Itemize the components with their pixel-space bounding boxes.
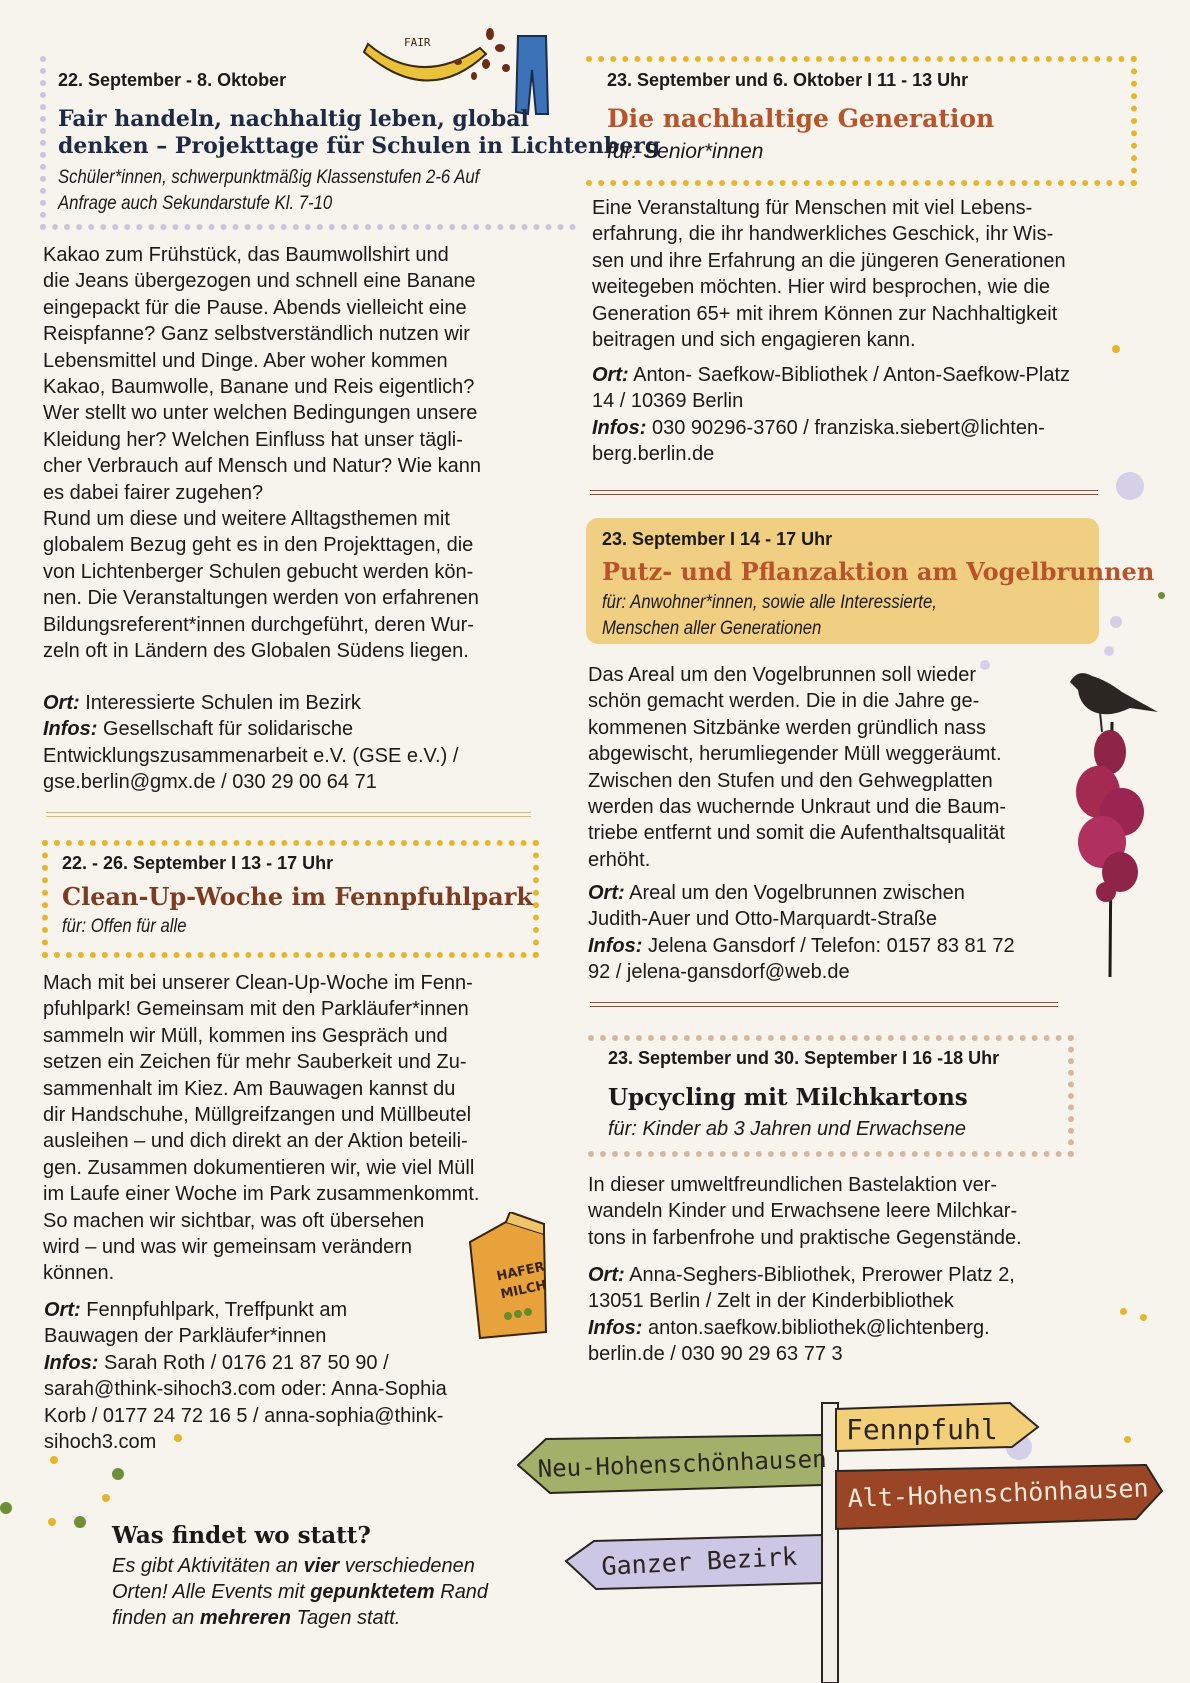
where-text-part: verschiedenen <box>339 1555 475 1577</box>
body-line: Bildungsreferent*innen durchgeführt, deren Wur- <box>43 613 474 636</box>
body-line: gen. Zusammen dokumentieren wir, wie viel Müll <box>43 1156 475 1179</box>
event3-title: Putz- und Pflanzaktion am Vogelbrunnen <box>602 557 1155 586</box>
event4-title: Clean-Up-Woche im Fennpfuhlpark <box>62 882 533 911</box>
ort-label: Ort: <box>588 882 625 904</box>
body-line: Kakao, Baumwolle, Banane und Reis eigentlich? <box>43 376 475 399</box>
event5-body <box>588 1172 1068 1251</box>
infos-text: sarah@think-sihoch3.com oder: Anna-Sophia <box>44 1378 447 1401</box>
sign-neu-label: Neu-Hohenschönhausen <box>537 1444 828 1483</box>
decor-dot <box>0 1502 12 1514</box>
body-line: erfahrung, die ihr handwerkliches Geschick, ihr Wis- <box>592 223 1054 246</box>
body-line: sen und ihre Erfahrung an die jüngeren Generationen <box>592 249 1066 272</box>
where-emphasis: gepunktetem <box>310 1581 435 1603</box>
event1-title-line1: Fair handeln, nachhaltig leben, global <box>58 106 529 132</box>
foxglove-icon <box>1076 722 1144 977</box>
decor-dot <box>1158 592 1165 599</box>
event3-body <box>588 662 1058 873</box>
ort-text: Judith-Auer und Otto-Marquardt-Straße <box>588 908 938 931</box>
divider-rule <box>590 1002 1058 1007</box>
body-line: abgewischt, herumliegender Müll weggeräumt. <box>588 743 1002 766</box>
event5-title: Upcycling mit Milchkartons <box>608 1084 968 1111</box>
body-line: nen. Die Veranstaltungen werden von erfahrenen <box>43 587 479 610</box>
ort-text: 14 / 10369 Berlin <box>592 390 744 413</box>
event3-audience-line1: für: Anwohner*innen, sowie alle Interessierte, <box>602 592 937 613</box>
decor-dot <box>1140 1314 1147 1321</box>
contact-email: gse.berlin@gmx.de / 030 29 00 64 71 <box>43 771 377 794</box>
body-line: Rund um diese und weitere Alltagsthemen mit <box>43 508 450 531</box>
body-line: wandeln Kinder und Erwachsene leere Milchkar- <box>588 1200 1018 1223</box>
infos-text: sihoch3.com <box>44 1431 157 1454</box>
event4-date: 22. - 26. September I 13 - 17 Uhr <box>62 853 334 873</box>
milk-label-2: MILCH <box>499 1278 548 1303</box>
body-line: Wer stellt wo unter welchen Bedingungen unsere <box>43 402 478 425</box>
decor-dot <box>74 1516 86 1528</box>
body-line: Lebensmittel und Dinge. Aber woher kommen <box>43 349 448 372</box>
event1-title-line2: denken – Projekttage für Schulen in Lichtenberg <box>58 133 661 159</box>
infos-text: Sarah Roth / 0176 21 87 50 90 / <box>98 1351 389 1374</box>
infos-label: Infos: <box>588 1316 643 1339</box>
where-text-part: Rand <box>434 1581 489 1603</box>
infos-label: Infos: <box>588 934 643 957</box>
event3-audience-line2: Menschen aller Generationen <box>602 618 822 639</box>
event3-audience <box>602 590 983 642</box>
infos-text: 030 90296-3760 / franziska.siebert@lichten- <box>646 416 1045 439</box>
body-line: sammenhalt im Kiez. Am Bauwagen kannst du <box>43 1077 456 1100</box>
body-line: pfuhlpark! Gemeinsam mit den Parkläufer*innen <box>43 998 469 1021</box>
signpost-illustration <box>510 1395 1170 1683</box>
where-text-part: finden an <box>112 1607 200 1629</box>
event1-audience-line2: Anfrage auch Sekundarstufe Kl. 7-10 <box>58 193 333 214</box>
infos-text: Entwicklungszusammenarbeit e.V. (GSE e.V.) / <box>43 744 459 767</box>
banana-label: FAIR <box>404 36 431 49</box>
body-line: Kakao zum Frühstück, das Baumwollshirt und <box>43 244 449 266</box>
decor-dot <box>1110 616 1122 628</box>
infos-text: berg.berlin.de <box>592 443 715 466</box>
infos-label: Infos: <box>43 718 98 741</box>
infos-text: 92 / jelena-gansdorf@web.de <box>588 961 850 984</box>
milk-label-1: HAFER <box>495 1259 547 1285</box>
body-line: triebe entfernt und somit die Aufenthaltsqualität <box>588 822 1005 845</box>
where-text-part: Orten! Alle Events mit <box>112 1581 311 1603</box>
where-emphasis: mehreren <box>199 1607 292 1629</box>
where-title: Was findet wo statt? <box>112 1522 371 1549</box>
infos-text: Jelena Gansdorf / Telefon: 0157 83 81 72 <box>642 934 1015 957</box>
event1-title <box>58 106 660 160</box>
decor-dot <box>112 1468 124 1480</box>
event2-date: 23. September und 6. Oktober I 11 - 13 Uhr <box>607 70 969 90</box>
infos-text: Korb / 0177 24 72 16 5 / anna-sophia@think- <box>44 1404 444 1427</box>
body-line: Reispfanne? Ganz selbstverständlich nutzen wir <box>43 323 470 346</box>
body-line: tons in farbenfrohe und praktische Gegenstände. <box>588 1226 1022 1249</box>
ort-text: 13051 Berlin / Zelt in der Kinderbibliothek <box>588 1290 954 1313</box>
body-line: setzen ein Zeichen für mehr Sauberkeit und Zu- <box>43 1051 467 1074</box>
body-line: ausleihen – und dich direkt an der Aktion beteili- <box>43 1130 468 1153</box>
body-line: es dabei fairer zugehen? <box>43 481 264 504</box>
event1-audience-line1: Schüler*innen, schwerpunktmäßig Klassenstufen 2-6 Auf <box>58 167 480 188</box>
body-line: im Laufe einer Woche im Park zusammenkommt. <box>43 1183 480 1206</box>
body-line: Kleidung her? Welchen Einfluss hat unser tägli- <box>43 428 463 451</box>
ort-text: Interessierte Schulen im Bezirk <box>79 692 361 714</box>
body-line: Mach mit bei unserer Clean-Up-Woche im Fenn- <box>43 972 473 994</box>
event5-audience: für: Kinder ab 3 Jahren und Erwachsene <box>608 1118 966 1140</box>
ort-label: Ort: <box>592 364 629 386</box>
ort-text: Areal um den Vogelbrunnen zwischen <box>624 882 965 904</box>
body-line: werden das wuchernde Unkraut und die Baum- <box>588 796 1007 819</box>
body-line: globalem Bezug geht es in den Projekttagen, die <box>43 534 474 557</box>
ort-label: Ort: <box>44 1299 81 1321</box>
decor-dot <box>48 1518 56 1526</box>
event4-info <box>44 1297 514 1455</box>
infos-text: berlin.de / 030 90 29 63 77 3 <box>588 1343 843 1366</box>
body-line: die Jeans übergezogen und schnell eine Banane <box>43 270 476 293</box>
event3-info <box>588 880 1068 986</box>
body-line: In dieser umweltfreundlichen Bastelaktion ver- <box>588 1174 998 1196</box>
event2-body <box>592 195 1132 353</box>
infos-text: Gesellschaft für solidarische <box>97 718 354 741</box>
event1-audience <box>58 165 537 217</box>
event3-date: 23. September I 14 - 17 Uhr <box>602 529 833 549</box>
divider-rule <box>46 812 531 817</box>
where-text-part: Es gibt Aktivitäten an <box>112 1555 304 1577</box>
body-line: eingepackt für die Pause. Abends vielleicht eine <box>43 296 467 319</box>
decor-dot <box>50 1456 58 1464</box>
event5-info <box>588 1262 1088 1368</box>
body-line: cher Verbrauch auf Mensch und Natur? Wie kann <box>43 455 482 478</box>
decor-dot <box>1104 646 1114 656</box>
body-line: kommenen Sitzbänke werden gründlich nass <box>588 716 986 739</box>
ort-text: Fennpfuhlpark, Treffpunkt am <box>80 1299 348 1321</box>
event1-date: 22. September - 8. Oktober <box>58 70 287 90</box>
where-emphasis: vier <box>303 1555 340 1577</box>
event4-audience: für: Offen für alle <box>62 916 187 937</box>
body-line: sammeln wir Müll, kommen ins Gespräch und <box>43 1024 448 1047</box>
body-line: Eine Veranstaltung für Menschen mit viel Lebens- <box>592 197 1033 219</box>
event5-date: 23. September und 30. September I 16 -18 Uhr <box>608 1048 1000 1068</box>
sign-alt-label: Alt-Hohenschönhausen <box>847 1473 1150 1513</box>
body-line: wird – und was wir gemeinsam verändern <box>43 1236 413 1259</box>
where-text <box>112 1553 488 1631</box>
divider-rule <box>590 490 1098 495</box>
ort-label: Ort: <box>588 1264 625 1286</box>
body-line: beitragen und sich engagieren kann. <box>592 329 916 352</box>
event1-info <box>43 690 563 796</box>
blackbird-icon <box>1070 673 1158 714</box>
sign-ganzer-label: Ganzer Bezirk <box>600 1541 798 1581</box>
infos-label: Infos: <box>592 416 647 439</box>
event2-audience: für: Senior*innen <box>607 140 764 163</box>
body-line: können. <box>43 1262 115 1285</box>
ort-text: Anna-Seghers-Bibliothek, Prerower Platz 2, <box>624 1264 1015 1286</box>
sign-fennpfuhl <box>836 1403 1038 1451</box>
event2-title: Die nachhaltige Generation <box>607 104 995 133</box>
decor-dot <box>102 1494 110 1502</box>
body-line: Zwischen den Stufen und den Gehwegplatten <box>588 769 993 792</box>
body-line: dir Handschuhe, Müllgreifzangen und Müllbeutel <box>43 1104 472 1127</box>
body-line: schön gemacht werden. Die in die Jahre ge- <box>588 690 980 713</box>
sign-fennpfuhl-label: Fennpfuhl <box>846 1413 998 1446</box>
infos-text: anton.saefkow.bibliothek@lichtenberg. <box>642 1316 990 1339</box>
where-text-part: Tagen statt. <box>291 1607 401 1629</box>
infos-label: Infos: <box>44 1351 99 1374</box>
decor-dot <box>1120 1308 1127 1315</box>
sign-alt-hohenschoenhausen <box>836 1465 1162 1529</box>
body-line: erhöht. <box>588 848 651 871</box>
sign-ganzer-bezirk <box>566 1535 822 1589</box>
event2-info <box>592 362 1132 468</box>
body-line: von Lichtenberger Schulen gebucht werden kön- <box>43 560 474 583</box>
body-line: So machen wir sichtbar, was oft übersehen <box>43 1209 425 1232</box>
ort-label: Ort: <box>43 692 80 714</box>
body-line: Das Areal um den Vogelbrunnen soll wieder <box>588 664 977 686</box>
ort-text: Anton- Saefkow-Bibliothek / Anton-Saefkow-Platz <box>628 364 1071 386</box>
body-line: weitegeben möchten. Hier wird besprochen, wie die <box>592 276 1051 299</box>
ort-text: Bauwagen der Parkläufer*innen <box>44 1325 327 1348</box>
sign-neu-hohenschoenhausen <box>518 1435 827 1493</box>
body-line: Generation 65+ mit ihrem Können zur Nachhaltigkeit <box>592 302 1058 325</box>
decor-dot <box>1116 472 1144 500</box>
event4-body <box>43 970 543 1287</box>
event1-body <box>43 242 543 665</box>
body-line: zeln oft in Ländern des Globalen Südens liegen. <box>43 640 469 663</box>
bird-and-foxglove-illustration <box>1060 662 1170 982</box>
